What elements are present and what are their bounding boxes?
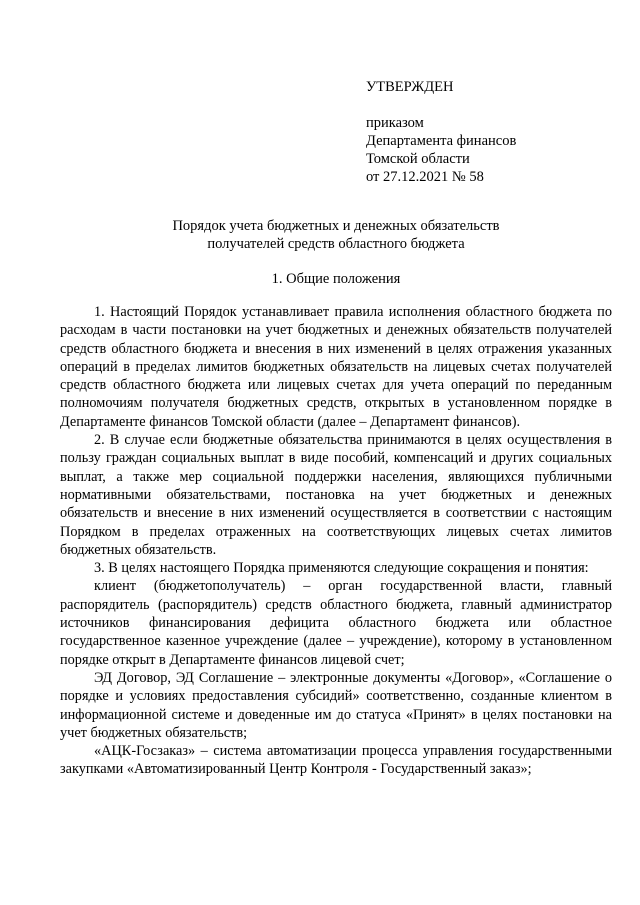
document-title-line: получателей средств областного бюджета bbox=[207, 236, 465, 252]
approval-heading: УТВЕРЖДЕН bbox=[366, 79, 454, 95]
paragraph: 1. Настоящий Порядок устанавливает правила исполнения областного бюджета по расходам в части постановки на учет бюджетных и денежных обязательств получателей средств областного бюджета и внесения в них изменений в целях отражения указанных операций в пределах лимитов бюджетных обязательств на лицевых счетах получателей средств областного бюджета или лицевых счетах для учета операций по переданным полномочиям получателя бюджетных средств, открытых в установленном порядке в Департаменте финансов Томской области (далее – Департамент финансов). bbox=[60, 304, 612, 430]
approval-line: приказом bbox=[366, 115, 424, 131]
document-title-line: Порядок учета бюджетных и денежных обязательств bbox=[172, 218, 500, 234]
document-title bbox=[60, 217, 612, 253]
approval-line: Департамента финансов bbox=[366, 133, 517, 149]
paragraph: «АЦК-Госзаказ» – система автоматизации процесса управления государственными закупками «Автоматизированный Центр Контроля - Государственный заказ»; bbox=[60, 743, 612, 778]
approval-stamp bbox=[366, 78, 516, 186]
document-body bbox=[60, 303, 612, 779]
section-heading: 1. Общие положения bbox=[271, 271, 401, 287]
paragraph: клиент (бюджетополучатель) – орган государственной власти, главный распорядитель (распорядитель) средств областного бюджета, главный администратор источников финансирования дефицита областного бюджета или областное государственное казенное учреждение (далее – учреждение), которому в установленном порядке открыт в Департаменте финансов лицевой счет; bbox=[60, 578, 612, 668]
paragraph: ЭД Договор, ЭД Соглашение – электронные документы «Договор», «Соглашение о порядке и условиях предоставления субсидий» соответственно, созданные клиентом в информационной системе и доведенные им до статуса «Принят» в целях постановки на учет бюджетных обязательств; bbox=[60, 669, 612, 741]
approval-line: Томской области bbox=[366, 151, 470, 167]
paragraph: 2. В случае если бюджетные обязательства принимаются в целях осуществления в пользу граждан социальных выплат в виде пособий, компенсаций и других социальных выплат, а также мер социальной поддержки населения, являющихся публичными нормативными обязательствами, постановка на учет бюджетных и денежных обязательств и внесение в них изменений осуществляется в соответствии с настоящим Порядком в пределах отраженных на соответствующих лицевых счетах лимитов бюджетных обязательств. bbox=[60, 432, 612, 558]
paragraph: 3. В целях настоящего Порядка применяются следующие сокращения и понятия: bbox=[94, 560, 589, 577]
approval-line: от 27.12.2021 № 58 bbox=[366, 169, 484, 185]
